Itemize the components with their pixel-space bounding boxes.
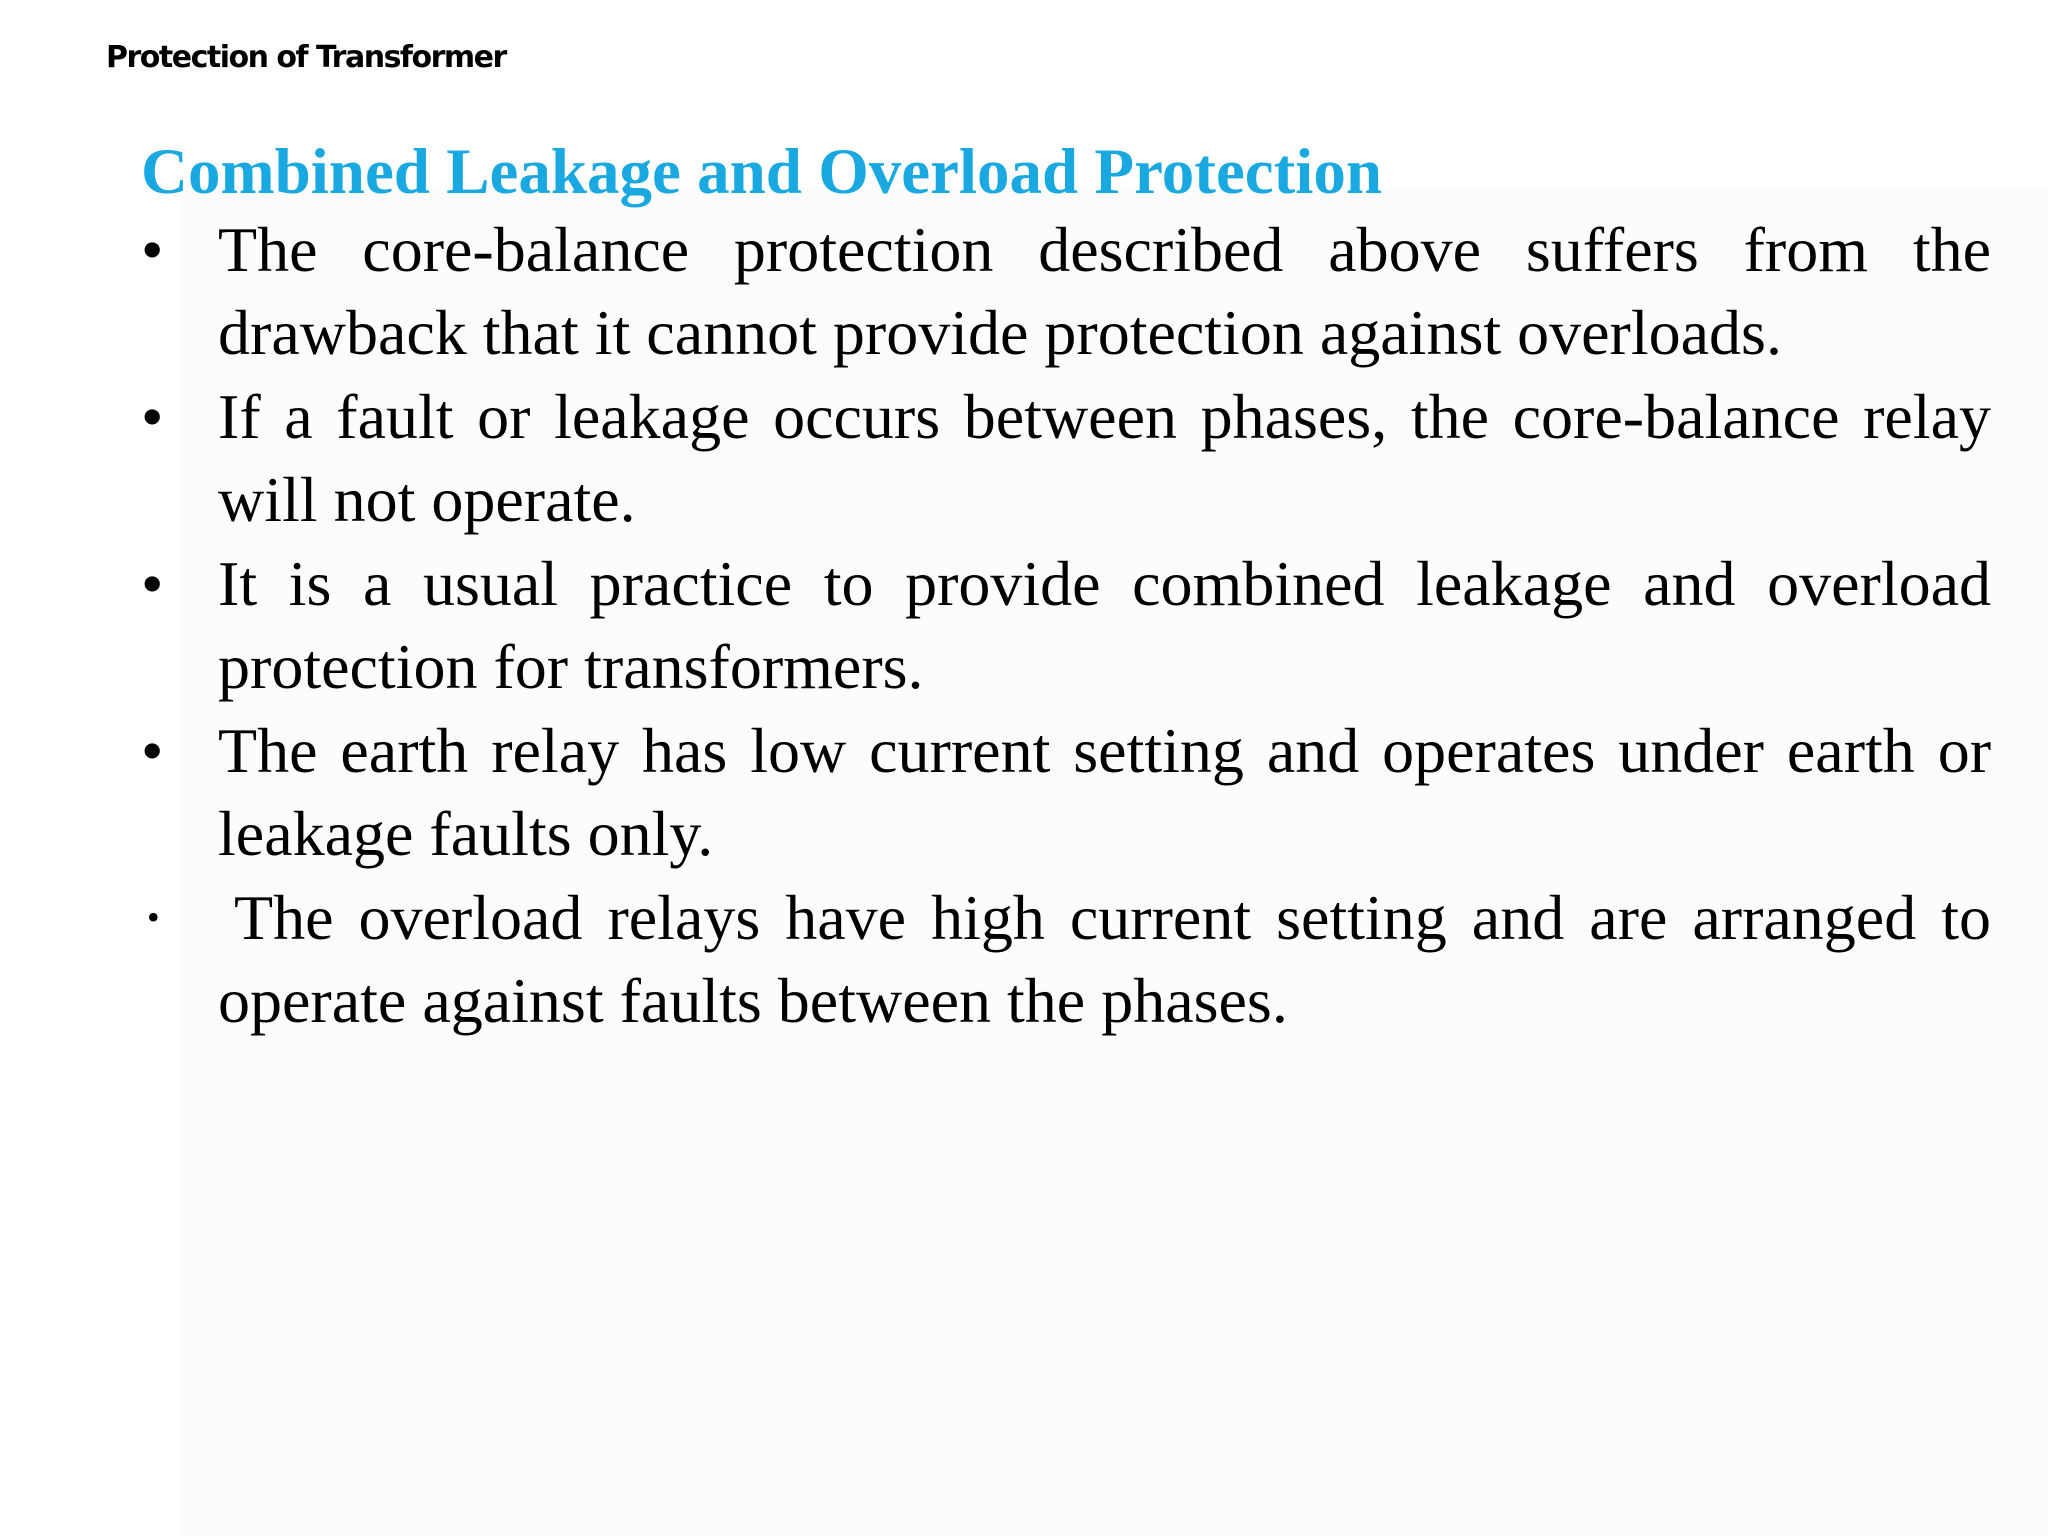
bullet-list	[141, 208, 1991, 1043]
header-label: Protection of Transformer	[106, 40, 506, 75]
bullet-icon: •	[141, 715, 164, 786]
bullet-text: The core-balance protection described above suffers from the drawback that it cannot provide protection against overloads.	[218, 214, 1991, 368]
bullet-text: It is a usual practice to provide combined leakage and overload protection for transformers.	[218, 548, 1991, 702]
bullet-icon: •	[141, 214, 164, 285]
slide-title: Combined Leakage and Overload Protection	[141, 136, 1382, 208]
bullet-item	[141, 375, 1991, 541]
bullet-icon: •	[141, 381, 164, 452]
bullet-item	[141, 876, 1991, 1042]
bullet-text: If a fault or leakage occurs between phases, the core-balance relay will not operate.	[218, 381, 1991, 535]
bullet-icon: •	[147, 897, 160, 937]
bullet-item	[141, 542, 1991, 708]
bullet-text: The overload relays have high current setting and are arranged to operate against faults between the phases.	[218, 882, 1991, 1036]
bullet-icon: •	[141, 548, 164, 619]
bullet-text: The earth relay has low current setting and operates under earth or leakage faults only.	[218, 715, 1991, 869]
bullet-item	[141, 709, 1991, 875]
bullet-item	[141, 208, 1991, 374]
